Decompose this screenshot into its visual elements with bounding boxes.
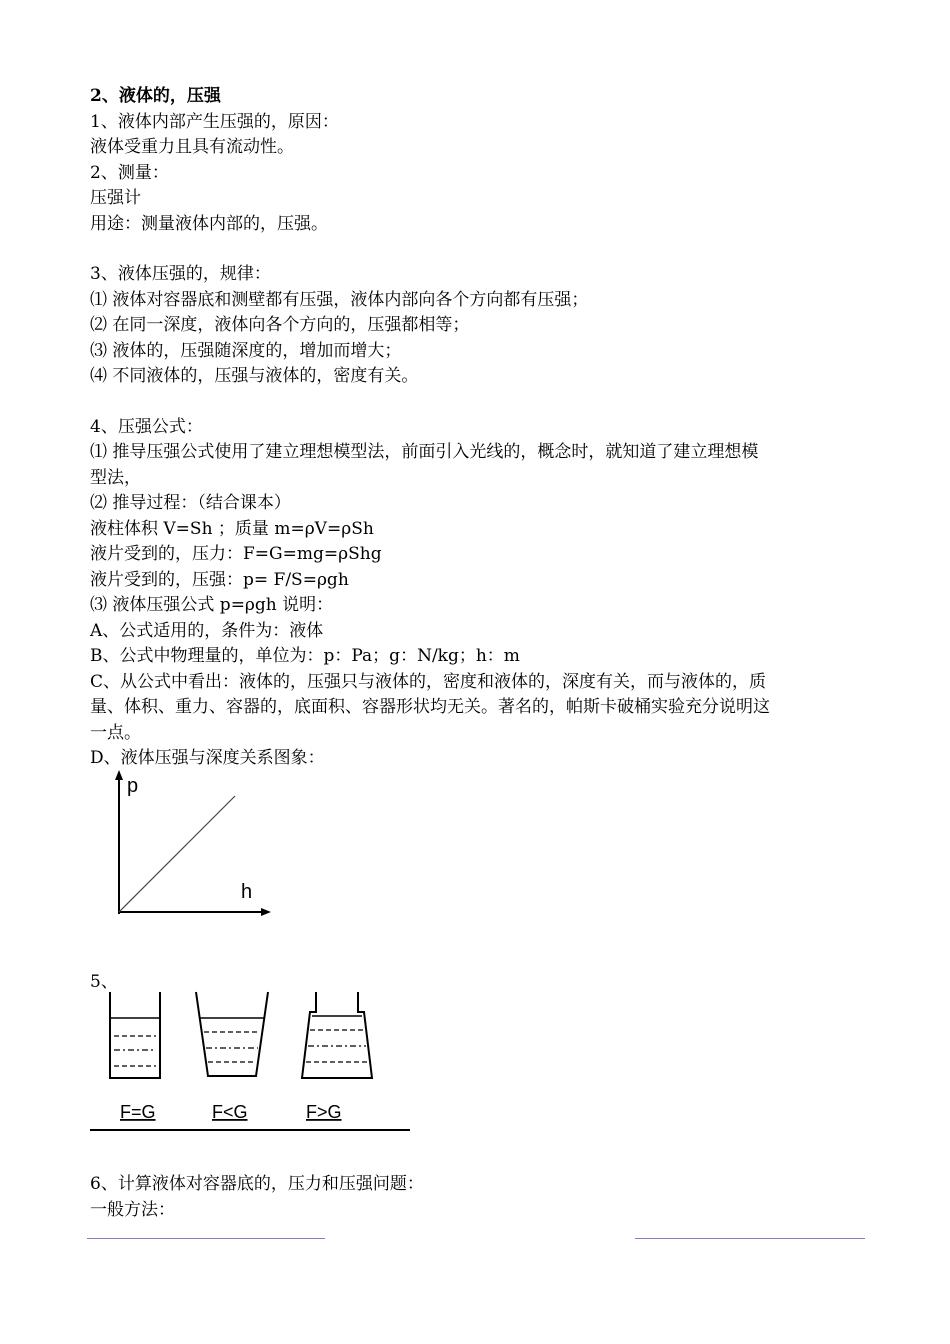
footer-rule-left	[87, 1238, 325, 1239]
text-line: 用途：测量液体内部的，压强。	[90, 213, 328, 234]
text-line: ⑵ 推导过程：（结合课本）	[90, 493, 291, 513]
item-5-label: 5、	[90, 972, 118, 992]
document-body	[90, 84, 870, 772]
containers-figure	[90, 988, 412, 1134]
text-line: ⑵ 在同一深度，液体向各个方向的，压强都相等；	[90, 315, 470, 335]
widening-container	[196, 992, 268, 1076]
text-line: A、公式适用的，条件为：液体	[90, 620, 324, 641]
text-line: ⑶ 液体压强公式 p=ρgh 说明：	[90, 595, 334, 615]
text-line: 一点。	[90, 722, 141, 743]
text-line: ⑴ 液体对容器底和测壁都有压强，液体内部向各个方向都有压强；	[90, 289, 589, 310]
footer-rule-right	[635, 1238, 865, 1239]
containers-svg	[90, 988, 412, 1134]
y-axis-label: p	[127, 775, 139, 797]
text-line: 一般方法：	[90, 1199, 175, 1220]
pressure-line	[119, 796, 235, 912]
text-line: 液柱体积 V=Sh ；质量 m=ρV=ρSh	[90, 518, 374, 539]
container-label: F>G	[306, 1102, 342, 1122]
text-line: D、液体压强与深度关系图象：	[90, 748, 325, 768]
container-label: F=G	[120, 1102, 156, 1122]
straight-container	[110, 992, 160, 1078]
text-line: ⑶ 液体的，压强随深度的，增加而增大；	[90, 340, 402, 361]
text-line: B、公式中物理量的，单位为：p：Pa；g：N/kg；h：m	[90, 646, 520, 666]
section-title: 2、液体的，压强	[90, 86, 221, 106]
text-line: 1、液体内部产生压强的，原因：	[90, 111, 339, 132]
text-line: C、从公式中看出：液体的，压强只与液体的，密度和液体的，深度有关，而与液体的，质	[90, 671, 767, 692]
text-line: ⑴ 推导压强公式使用了建立理想模型法，前面引入光线的，概念时，就知道了建立理想模	[90, 442, 759, 462]
pressure-depth-graph	[105, 768, 305, 920]
spacer	[90, 390, 870, 415]
x-axis-label: h	[241, 881, 253, 903]
text-line: 液体受重力且具有流动性。	[90, 137, 294, 157]
text-line: 压强计	[90, 188, 141, 208]
container-label: F<G	[212, 1102, 248, 1122]
text-line: 液片受到的，压强：p= F/S=ρgh	[90, 569, 349, 590]
narrowing-container	[302, 992, 372, 1078]
x-axis-arrow-icon	[261, 908, 271, 916]
text-line: 4、压强公式：	[90, 416, 203, 437]
y-axis-arrow-icon	[115, 770, 123, 780]
text-line: 3、液体压强的，规律：	[90, 264, 271, 284]
graph-svg	[105, 768, 305, 920]
section-6	[90, 1172, 870, 1223]
text-line: 量、体积、重力、容器的，底面积、容器形状均无关。著名的，帕斯卡破桶实验充分说明这	[90, 697, 770, 717]
text-line: 液片受到的，压力：F=G=mg=ρShg	[90, 544, 382, 564]
text-line: 型法，	[90, 467, 141, 488]
spacer	[90, 237, 870, 262]
text-line: ⑷ 不同液体的，压强与液体的，密度有关。	[90, 366, 419, 386]
text-line: 6、计算液体对容器底的，压力和压强问题：	[90, 1174, 424, 1194]
text-line: 2、测量：	[90, 162, 169, 183]
